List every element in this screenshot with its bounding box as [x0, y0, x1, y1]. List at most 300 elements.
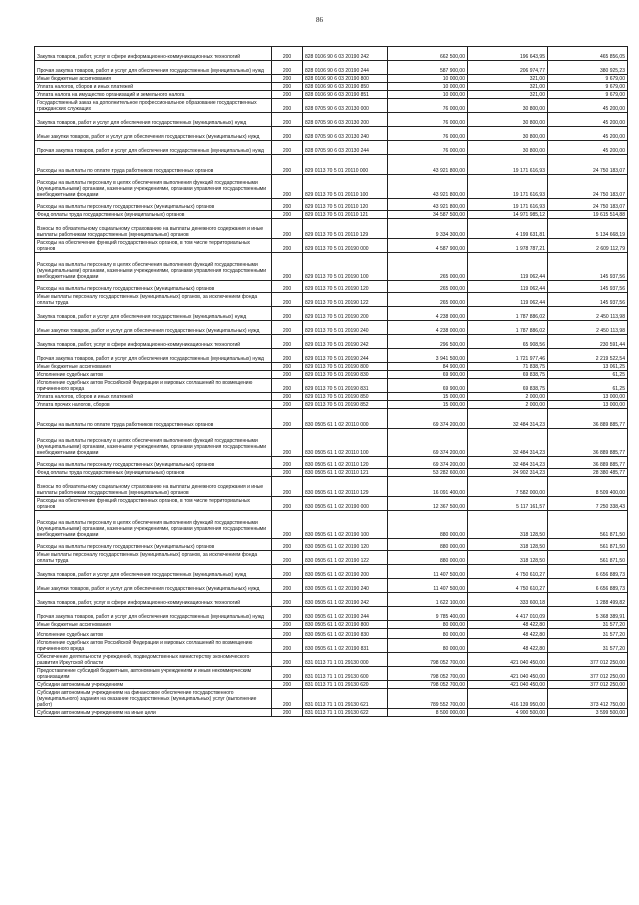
row-code-cell: 200 — [272, 379, 303, 393]
row-name-cell: Закупка товаров, работ и услуг для обеспечения государственных (муниципальных) нужд — [35, 307, 272, 321]
row-plan-cell: 1 622 100,00 — [388, 593, 468, 607]
table-row — [35, 321, 628, 335]
row-classification-cell: 829 0113 70 5 01 20110 120 — [303, 199, 388, 211]
row-name-cell: Уплата налога на имущество организаций и земельного налога — [35, 91, 272, 99]
row-classification-cell: 829 0113 70 5 01 20190 830 — [303, 371, 388, 379]
row-code-cell: 200 — [272, 497, 303, 511]
row-name-cell: Закупка товаров, работ, услуг в сфере информационно-коммуникационных технологий — [35, 47, 272, 61]
row-name-cell: Прочая закупка товаров, работ и услуг для обеспечения государственных (муниципальных) нужд — [35, 607, 272, 621]
table-row — [35, 539, 628, 551]
row-code-cell: 200 — [272, 141, 303, 155]
row-plan-cell: 265 000,00 — [388, 281, 468, 293]
row-remaining-cell: 2 450 113,98 — [548, 307, 628, 321]
table-row — [35, 239, 628, 253]
row-executed-cell: 4 750 610,27 — [468, 579, 548, 593]
row-remaining-cell: 465 856,05 — [548, 47, 628, 61]
table-row — [35, 113, 628, 127]
table-row — [35, 551, 628, 565]
row-executed-cell: 7 582 000,00 — [468, 477, 548, 497]
row-name-cell: Иные выплаты персоналу государственных (муниципальных) органов, за исключением фонда оплаты труда — [35, 551, 272, 565]
row-remaining-cell: 19 615 514,88 — [548, 211, 628, 219]
row-plan-cell: 69 900,00 — [388, 371, 468, 379]
row-remaining-cell: 145 937,56 — [548, 293, 628, 307]
row-remaining-cell: 9 679,00 — [548, 75, 628, 83]
row-name-cell: Прочая закупка товаров, работ и услуг для обеспечения государственных (муниципальных) нужд — [35, 349, 272, 363]
table-row — [35, 293, 628, 307]
row-remaining-cell: 561 871,50 — [548, 511, 628, 539]
row-classification-cell: 830 0505 61 1 02 20190 200 — [303, 565, 388, 579]
row-plan-cell: 15 000,00 — [388, 393, 468, 401]
row-plan-cell: 76 000,00 — [388, 99, 468, 113]
row-name-cell: Взносы по обязательному социальному страхованию на выплаты денежного содержания и иные выплаты работникам государственных (муниципальных) органов — [35, 477, 272, 497]
row-plan-cell: 15 000,00 — [388, 401, 468, 409]
row-executed-cell: 30 800,00 — [468, 141, 548, 155]
row-remaining-cell: 2 609 112,79 — [548, 239, 628, 253]
row-plan-cell: 16 091 400,00 — [388, 477, 468, 497]
row-classification-cell: 829 0113 70 5 01 20110 129 — [303, 219, 388, 239]
row-remaining-cell: 31 577,20 — [548, 629, 628, 639]
row-executed-cell: 5 117 161,57 — [468, 497, 548, 511]
row-plan-cell: 69 374 200,00 — [388, 429, 468, 457]
row-classification-cell: 831 0113 71 1 01 29130 621 — [303, 689, 388, 709]
row-classification-cell: 829 0113 70 5 01 20190 100 — [303, 253, 388, 281]
table-row — [35, 565, 628, 579]
row-remaining-cell: 28 380 485,77 — [548, 469, 628, 477]
row-name-cell: Расходы на обеспечение функций государственных органов, в том числе территориальных органов — [35, 239, 272, 253]
row-remaining-cell: 24 750 183,07 — [548, 199, 628, 211]
row-code-cell: 200 — [272, 709, 303, 717]
row-plan-cell: 12 367 500,00 — [388, 497, 468, 511]
row-remaining-cell: 36 889 885,77 — [548, 457, 628, 469]
row-remaining-cell: 24 750 183,07 — [548, 175, 628, 199]
table-row — [35, 511, 628, 539]
row-code-cell: 200 — [272, 371, 303, 379]
row-remaining-cell: 13 000,00 — [548, 393, 628, 401]
row-name-cell: Уплата налогов, сборов и иных платежей — [35, 83, 272, 91]
table-row — [35, 199, 628, 211]
row-executed-cell: 19 171 616,93 — [468, 175, 548, 199]
row-classification-cell: 830 0505 61 1 02 20190 800 — [303, 621, 388, 629]
table-row — [35, 469, 628, 477]
table-row — [35, 141, 628, 155]
row-executed-cell: 4 199 631,81 — [468, 219, 548, 239]
row-code-cell: 200 — [272, 681, 303, 689]
row-plan-cell: 43 921 800,00 — [388, 155, 468, 175]
row-executed-cell: 2 000,00 — [468, 401, 548, 409]
row-classification-cell: 830 0505 61 1 02 20190 244 — [303, 607, 388, 621]
table-row — [35, 429, 628, 457]
row-classification-cell: 830 0505 61 1 02 20190 240 — [303, 579, 388, 593]
table-row — [35, 219, 628, 239]
row-executed-cell: 4 417 010,09 — [468, 607, 548, 621]
table-row — [35, 211, 628, 219]
row-classification-cell: 831 0113 71 1 01 29130 600 — [303, 667, 388, 681]
row-name-cell: Расходы на выплаты по оплате труда работников государственных органов — [35, 409, 272, 429]
row-executed-cell: 30 800,00 — [468, 113, 548, 127]
row-classification-cell: 830 0505 61 1 02 20110 129 — [303, 477, 388, 497]
row-plan-cell: 880 000,00 — [388, 551, 468, 565]
row-code-cell: 200 — [272, 321, 303, 335]
table-row — [35, 579, 628, 593]
row-code-cell: 200 — [272, 393, 303, 401]
budget-execution-table — [34, 46, 628, 717]
row-code-cell: 200 — [272, 61, 303, 75]
row-code-cell: 200 — [272, 281, 303, 293]
row-code-cell: 200 — [272, 363, 303, 371]
row-executed-cell: 4 750 610,27 — [468, 565, 548, 579]
row-remaining-cell: 5 134 668,19 — [548, 219, 628, 239]
row-classification-cell: 829 0113 70 5 01 20190 000 — [303, 239, 388, 253]
row-classification-cell: 829 0113 70 5 01 20190 122 — [303, 293, 388, 307]
table-row — [35, 607, 628, 621]
table-row — [35, 477, 628, 497]
table-row — [35, 61, 628, 75]
row-classification-cell: 828 0705 90 6 03 20130 244 — [303, 141, 388, 155]
row-name-cell: Исполнение судебных актов — [35, 629, 272, 639]
row-code-cell: 200 — [272, 219, 303, 239]
row-executed-cell: 119 062,44 — [468, 293, 548, 307]
row-name-cell: Субсидии автономным учреждениям на иные цели — [35, 709, 272, 717]
row-code-cell: 200 — [272, 175, 303, 199]
row-plan-cell: 880 000,00 — [388, 511, 468, 539]
row-executed-cell: 32 484 314,23 — [468, 429, 548, 457]
table-row — [35, 91, 628, 99]
row-name-cell: Прочая закупка товаров, работ и услуг для обеспечения государственных (муниципальных) нужд — [35, 141, 272, 155]
row-plan-cell: 11 407 500,00 — [388, 579, 468, 593]
row-classification-cell: 830 0505 61 1 02 20110 120 — [303, 457, 388, 469]
row-code-cell: 200 — [272, 155, 303, 175]
row-classification-cell: 828 0106 90 6 03 20190 850 — [303, 83, 388, 91]
row-code-cell: 200 — [272, 653, 303, 667]
row-executed-cell: 1 721 977,46 — [468, 349, 548, 363]
row-classification-cell: 830 0505 61 1 02 20190 831 — [303, 639, 388, 653]
row-code-cell: 200 — [272, 409, 303, 429]
row-remaining-cell: 7 250 338,43 — [548, 497, 628, 511]
row-code-cell: 200 — [272, 83, 303, 91]
table-row — [35, 667, 628, 681]
row-classification-cell: 828 0106 90 6 03 20190 851 — [303, 91, 388, 99]
table-row — [35, 653, 628, 667]
row-plan-cell: 69 374 200,00 — [388, 409, 468, 429]
row-executed-cell: 119 062,44 — [468, 281, 548, 293]
row-remaining-cell: 561 871,50 — [548, 539, 628, 551]
row-classification-cell: 830 0505 61 1 02 20190 242 — [303, 593, 388, 607]
row-plan-cell: 10 000,00 — [388, 83, 468, 91]
row-classification-cell: 828 0106 90 6 03 20190 800 — [303, 75, 388, 83]
row-executed-cell: 69 838,75 — [468, 379, 548, 393]
row-plan-cell: 80 000,00 — [388, 629, 468, 639]
table-row — [35, 497, 628, 511]
table-row — [35, 639, 628, 653]
row-plan-cell: 880 000,00 — [388, 539, 468, 551]
row-name-cell: Субсидии автономным учреждениям на финансовое обеспечение государственного (муниципального) задания на оказание государственных (муниципальных) услуг (выполнение работ) — [35, 689, 272, 709]
row-name-cell: Иные выплаты персоналу государственных (муниципальных) органов, за исключением фонда оплаты труда — [35, 293, 272, 307]
row-classification-cell: 829 0113 70 5 01 20110 100 — [303, 175, 388, 199]
row-name-cell: Иные бюджетные ассигнования — [35, 75, 272, 83]
row-executed-cell: 19 171 616,93 — [468, 199, 548, 211]
row-code-cell: 200 — [272, 335, 303, 349]
row-executed-cell: 416 139 950,00 — [468, 689, 548, 709]
row-executed-cell: 71 838,75 — [468, 363, 548, 371]
row-executed-cell: 196 643,95 — [468, 47, 548, 61]
row-remaining-cell: 377 012 250,00 — [548, 667, 628, 681]
row-classification-cell: 831 0113 71 1 01 29130 000 — [303, 653, 388, 667]
row-remaining-cell: 13 061,25 — [548, 363, 628, 371]
row-executed-cell: 321,00 — [468, 91, 548, 99]
row-code-cell: 200 — [272, 199, 303, 211]
row-code-cell: 200 — [272, 667, 303, 681]
row-name-cell: Иные бюджетные ассигнования — [35, 621, 272, 629]
row-name-cell: Исполнение судебных актов Российской Федерации и мировых соглашений по возмещению причиненного вреда — [35, 379, 272, 393]
row-executed-cell: 2 000,00 — [468, 393, 548, 401]
row-plan-cell: 265 000,00 — [388, 293, 468, 307]
row-code-cell: 200 — [272, 477, 303, 497]
table-row — [35, 401, 628, 409]
row-executed-cell: 421 040 450,00 — [468, 653, 548, 667]
row-plan-cell: 798 052 700,00 — [388, 667, 468, 681]
row-code-cell: 200 — [272, 401, 303, 409]
table-row — [35, 409, 628, 429]
row-classification-cell: 829 0113 70 5 01 20190 120 — [303, 281, 388, 293]
row-code-cell: 200 — [272, 629, 303, 639]
row-executed-cell: 318 128,50 — [468, 511, 548, 539]
row-code-cell: 200 — [272, 127, 303, 141]
row-name-cell: Закупка товаров, работ и услуг для обеспечения государственных (муниципальных) нужд — [35, 565, 272, 579]
row-code-cell: 200 — [272, 621, 303, 629]
row-name-cell: Уплата прочих налогов, сборов — [35, 401, 272, 409]
row-classification-cell: 830 0505 61 1 02 20190 122 — [303, 551, 388, 565]
row-executed-cell: 421 040 450,00 — [468, 681, 548, 689]
row-remaining-cell: 9 679,00 — [548, 83, 628, 91]
row-remaining-cell: 61,25 — [548, 379, 628, 393]
row-plan-cell: 76 000,00 — [388, 127, 468, 141]
row-executed-cell: 32 484 314,23 — [468, 457, 548, 469]
row-code-cell: 200 — [272, 511, 303, 539]
row-classification-cell: 829 0113 70 5 01 20190 240 — [303, 321, 388, 335]
row-executed-cell: 333 600,18 — [468, 593, 548, 607]
table-row — [35, 593, 628, 607]
row-executed-cell: 48 422,80 — [468, 621, 548, 629]
row-classification-cell: 830 0505 61 1 02 20190 830 — [303, 629, 388, 639]
row-plan-cell: 76 000,00 — [388, 141, 468, 155]
table-row — [35, 457, 628, 469]
row-remaining-cell: 2 219 522,54 — [548, 349, 628, 363]
row-name-cell: Субсидии автономным учреждениям — [35, 681, 272, 689]
row-name-cell: Государственный заказ на дополнительное профессиональное образование государственных гражданских служащих — [35, 99, 272, 113]
table-row — [35, 155, 628, 175]
row-code-cell: 200 — [272, 593, 303, 607]
row-plan-cell: 9 785 400,00 — [388, 607, 468, 621]
table-row — [35, 681, 628, 689]
row-plan-cell: 76 000,00 — [388, 113, 468, 127]
row-remaining-cell: 8 509 400,00 — [548, 477, 628, 497]
table-row — [35, 393, 628, 401]
row-plan-cell: 43 921 800,00 — [388, 199, 468, 211]
row-plan-cell: 4 238 000,00 — [388, 321, 468, 335]
row-remaining-cell: 61,25 — [548, 371, 628, 379]
row-remaining-cell: 45 200,00 — [548, 113, 628, 127]
row-executed-cell: 65 908,56 — [468, 335, 548, 349]
row-classification-cell: 828 0705 90 6 03 20130 000 — [303, 99, 388, 113]
table-row — [35, 709, 628, 717]
row-remaining-cell: 377 012 250,00 — [548, 653, 628, 667]
row-classification-cell: 831 0113 71 1 01 29130 622 — [303, 709, 388, 717]
row-remaining-cell: 6 656 889,73 — [548, 565, 628, 579]
row-name-cell: Расходы на выплаты персоналу государственных (муниципальных) органов — [35, 281, 272, 293]
row-executed-cell: 1 787 886,02 — [468, 307, 548, 321]
row-remaining-cell: 3 599 500,00 — [548, 709, 628, 717]
row-remaining-cell: 145 937,56 — [548, 253, 628, 281]
row-name-cell: Закупка товаров, работ, услуг в сфере информационно-коммуникационных технологий — [35, 593, 272, 607]
row-remaining-cell: 36 889 885,77 — [548, 409, 628, 429]
row-name-cell: Фонд оплаты труда государственных (муниципальных) органов — [35, 469, 272, 477]
table-row — [35, 621, 628, 629]
row-remaining-cell: 380 925,23 — [548, 61, 628, 75]
row-executed-cell: 69 838,75 — [468, 371, 548, 379]
row-plan-cell: 296 500,00 — [388, 335, 468, 349]
row-executed-cell: 24 902 314,23 — [468, 469, 548, 477]
row-executed-cell: 4 900 500,00 — [468, 709, 548, 717]
row-classification-cell: 828 0705 90 6 03 20130 200 — [303, 113, 388, 127]
row-remaining-cell: 1 288 499,82 — [548, 593, 628, 607]
row-code-cell: 200 — [272, 689, 303, 709]
row-name-cell: Исполнение судебных актов — [35, 371, 272, 379]
table-row — [35, 253, 628, 281]
row-remaining-cell: 45 200,00 — [548, 99, 628, 113]
row-plan-cell: 69 900,00 — [388, 379, 468, 393]
row-name-cell: Закупка товаров, работ и услуг для обеспечения государственных (муниципальных) нужд — [35, 113, 272, 127]
row-name-cell: Расходы на выплаты персоналу в целях обеспечения выполнения функций государственными (муниципальными) органами, казенными учреждениями, органами управления государственными внебюджетными фондами — [35, 511, 272, 539]
row-plan-cell: 80 000,00 — [388, 639, 468, 653]
row-name-cell: Прочая закупка товаров, работ и услуг для обеспечения государственных (муниципальных) нужд — [35, 61, 272, 75]
row-code-cell: 200 — [272, 91, 303, 99]
row-executed-cell: 30 800,00 — [468, 127, 548, 141]
row-code-cell: 200 — [272, 579, 303, 593]
row-classification-cell: 829 0113 70 5 01 20110 121 — [303, 211, 388, 219]
row-name-cell: Расходы на выплаты персоналу государственных (муниципальных) органов — [35, 199, 272, 211]
row-plan-cell: 587 900,00 — [388, 61, 468, 75]
row-plan-cell: 798 052 700,00 — [388, 653, 468, 667]
row-classification-cell: 830 0505 61 1 02 20110 000 — [303, 409, 388, 429]
row-code-cell: 200 — [272, 113, 303, 127]
row-classification-cell: 831 0113 71 1 01 29130 620 — [303, 681, 388, 689]
row-code-cell: 200 — [272, 293, 303, 307]
table-row — [35, 363, 628, 371]
row-remaining-cell: 377 012 250,00 — [548, 681, 628, 689]
row-plan-cell: 10 000,00 — [388, 91, 468, 99]
table-row — [35, 689, 628, 709]
row-name-cell: Иные закупки товаров, работ и услуг для обеспечения государственных (муниципальных) нужд — [35, 127, 272, 141]
row-plan-cell: 8 500 000,00 — [388, 709, 468, 717]
table-row — [35, 281, 628, 293]
row-name-cell: Расходы на выплаты персоналу в целях обеспечения выполнения функций государственными (муниципальными) органами, казенными учреждениями, органами управления государственными внебюджетными фондами — [35, 429, 272, 457]
row-code-cell: 200 — [272, 551, 303, 565]
row-plan-cell: 69 374 200,00 — [388, 457, 468, 469]
row-code-cell: 200 — [272, 75, 303, 83]
row-executed-cell: 321,00 — [468, 83, 548, 91]
row-code-cell: 200 — [272, 47, 303, 61]
table-row — [35, 175, 628, 199]
row-executed-cell: 119 062,44 — [468, 253, 548, 281]
row-executed-cell: 48 422,80 — [468, 629, 548, 639]
row-executed-cell: 318 128,50 — [468, 551, 548, 565]
row-classification-cell: 829 0113 70 5 01 20190 852 — [303, 401, 388, 409]
row-classification-cell: 830 0505 61 1 02 20110 121 — [303, 469, 388, 477]
row-name-cell: Иные закупки товаров, работ и услуг для обеспечения государственных (муниципальных) нужд — [35, 321, 272, 335]
row-remaining-cell: 5 368 389,91 — [548, 607, 628, 621]
table-row — [35, 307, 628, 321]
row-remaining-cell: 13 000,00 — [548, 401, 628, 409]
row-remaining-cell: 373 412 750,00 — [548, 689, 628, 709]
row-plan-cell: 43 921 800,00 — [388, 175, 468, 199]
row-name-cell: Расходы на выплаты по оплате труда работников государственных органов — [35, 155, 272, 175]
row-plan-cell: 34 587 500,00 — [388, 211, 468, 219]
row-name-cell: Фонд оплаты труда государственных (муниципальных) органов — [35, 211, 272, 219]
table-row — [35, 75, 628, 83]
table-row — [35, 127, 628, 141]
row-classification-cell: 829 0113 70 5 01 20190 831 — [303, 379, 388, 393]
row-executed-cell: 1 787 886,02 — [468, 321, 548, 335]
row-remaining-cell: 2 450 113,98 — [548, 321, 628, 335]
row-executed-cell: 32 484 314,23 — [468, 409, 548, 429]
row-remaining-cell: 145 937,56 — [548, 281, 628, 293]
row-code-cell: 200 — [272, 307, 303, 321]
row-code-cell: 200 — [272, 565, 303, 579]
row-remaining-cell: 24 750 183,07 — [548, 155, 628, 175]
row-plan-cell: 4 587 900,00 — [388, 239, 468, 253]
row-classification-cell: 830 0505 61 1 02 20110 100 — [303, 429, 388, 457]
row-code-cell: 200 — [272, 457, 303, 469]
row-code-cell: 200 — [272, 607, 303, 621]
table-row — [35, 83, 628, 91]
row-executed-cell: 321,00 — [468, 75, 548, 83]
row-plan-cell: 80 000,00 — [388, 621, 468, 629]
row-remaining-cell: 31 577,20 — [548, 621, 628, 629]
table-row — [35, 371, 628, 379]
page-number: 86 — [316, 16, 323, 24]
row-name-cell: Исполнение судебных актов Российской Федерации и мировых соглашений по возмещению причиненного вреда — [35, 639, 272, 653]
row-name-cell: Расходы на выплаты персоналу в целях обеспечения выполнения функций государственными (муниципальными) органами, казенными учреждениями, органами управления государственными внебюджетными фондами — [35, 253, 272, 281]
table-row — [35, 349, 628, 363]
row-classification-cell: 830 0505 61 1 02 20190 120 — [303, 539, 388, 551]
row-code-cell: 200 — [272, 239, 303, 253]
row-code-cell: 200 — [272, 253, 303, 281]
table-row — [35, 379, 628, 393]
row-classification-cell: 830 0505 61 1 02 20190 000 — [303, 497, 388, 511]
row-executed-cell: 19 171 616,93 — [468, 155, 548, 175]
row-code-cell: 200 — [272, 99, 303, 113]
row-classification-cell: 829 0113 70 5 01 20190 800 — [303, 363, 388, 371]
row-remaining-cell: 561 871,50 — [548, 551, 628, 565]
row-code-cell: 200 — [272, 639, 303, 653]
row-executed-cell: 421 040 450,00 — [468, 667, 548, 681]
row-plan-cell: 662 500,00 — [388, 47, 468, 61]
row-classification-cell: 830 0505 61 1 02 20190 100 — [303, 511, 388, 539]
table-row — [35, 335, 628, 349]
table-row — [35, 47, 628, 61]
row-executed-cell: 1 978 787,21 — [468, 239, 548, 253]
row-name-cell: Предоставление субсидий бюджетным, автономным учреждениям и иным некоммерческим организациям — [35, 667, 272, 681]
table-row — [35, 629, 628, 639]
row-classification-cell: 829 0113 70 5 01 20190 200 — [303, 307, 388, 321]
row-remaining-cell: 45 200,00 — [548, 141, 628, 155]
row-plan-cell: 84 900,00 — [388, 363, 468, 371]
row-remaining-cell: 230 591,44 — [548, 335, 628, 349]
row-code-cell: 200 — [272, 349, 303, 363]
row-name-cell: Взносы по обязательному социальному страхованию на выплаты денежного содержания и иные выплаты работникам государственных (муниципальных) органов — [35, 219, 272, 239]
row-plan-cell: 10 000,00 — [388, 75, 468, 83]
row-name-cell: Уплата налогов, сборов и иных платежей — [35, 393, 272, 401]
